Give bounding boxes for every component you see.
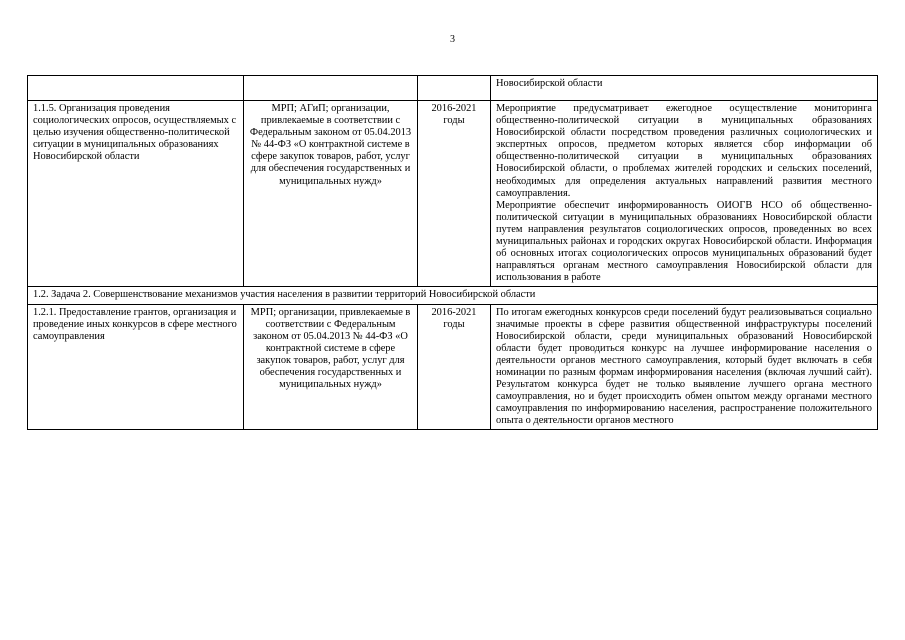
table-row [28, 101, 878, 287]
executors-cell: МРП; организации, привлекаемые в соответствии с Федеральным законом от 05.04.2013 № 44-ФЗ «О контрактной системе в сфере закупок товаров, работ, услуг для обеспечения государственных и муниципальных нужд» [244, 304, 418, 430]
description-paragraph: По итогам ежегодных конкурсов среди поселений будут реализовываться социально значимые проекты в сфере развития общественной инфраструктуры поселений Новосибирской области, среди муниципальных образований Новосибирской области будет проводиться конкурс на лучшее информирование населения о деятельности органов местного самоуправления, который будет включать в себя номинации по разным формам информирования населения (включая лучший сайт). Результатом конкурса будет не только выявление лучшего органа местного самоуправления, но и будет происходить обмен опытом между органами местного самоуправления по информированию населения, распространение положительного опыта о деятельности органов местного [496, 306, 872, 427]
activity-cell [28, 76, 244, 101]
description-paragraph: Новосибирской области [496, 78, 603, 89]
description-paragraph: Мероприятие обеспечит информированность ОИОГВ НСО об общественно-политической ситуации в муниципальных образованиях Новосибирской области путем направления результатов социологических опросов, проведенных во всех муниципальных районах и городских округах Новосибирской области. Информация об основных итогах социологических опросов муниципальных образований будет направляться органам местного самоуправления Новосибирской области для использования в работе [496, 199, 872, 284]
table-row [28, 76, 878, 101]
activity-cell: 1.1.5. Организация проведения социологических опросов, осуществляемых с целью изучения общественно-политической ситуации в муниципальных образованиях Новосибирской области [28, 101, 244, 287]
table-row [28, 304, 878, 430]
description-cell [491, 304, 878, 430]
page-number: 3 [450, 34, 455, 45]
activity-cell: 1.2.1. Предоставление грантов, организация и проведение иных конкурсов в сфере местного самоуправления [28, 304, 244, 430]
description-paragraph: Мероприятие предусматривает ежегодное осуществление мониторинга общественно-политической ситуации в муниципальных образованиях Новосибирской области посредством проведения различных социологических и экспертных опросов, предметом которых является сбор информации об общественно-политической ситуации в муниципальных образованиях Новосибирской области, о проблемах жителей городских и сельских поселений, необходимых для определения актуальных направлений развития местного самоуправления. [496, 103, 872, 199]
executors-cell: МРП; АГиП; организации, привлекаемые в соответствии с Федеральным законом от 05.04.2013 № 44-ФЗ «О контрактной системе в сфере закупок товаров, работ, услуг для обеспечения государственных и муниципальных нужд» [244, 101, 418, 287]
description-cell [491, 76, 878, 101]
executors-cell [244, 76, 418, 101]
section-row [28, 287, 878, 304]
program-activities-table [27, 75, 878, 430]
period-cell: 2016-2021 годы [418, 101, 491, 287]
description-cell [491, 101, 878, 287]
section-heading: 1.2. Задача 2. Совершенствование механизмов участия населения в развитии территорий Новосибирской области [28, 287, 878, 304]
period-cell: 2016-2021 годы [418, 304, 491, 430]
period-cell [418, 76, 491, 101]
